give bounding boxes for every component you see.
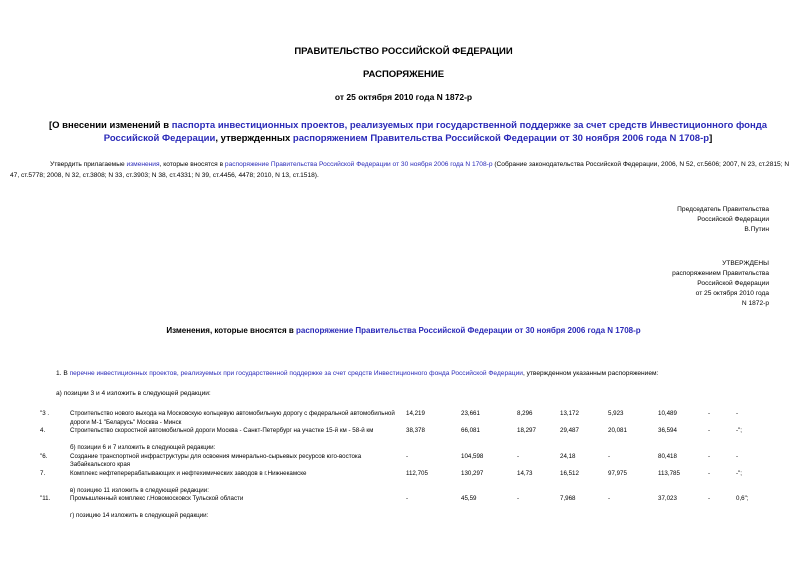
value-cell: - xyxy=(736,452,739,460)
approval-line-5: N 1872-р xyxy=(741,300,769,307)
project-name: Строительство скоростной автомобильной дороги Москва - Санкт-Петербург на участке 15-й км - 58-й км xyxy=(70,427,374,434)
project-name: Создание транспортной инфраструктуры для освоения минерально-сырьевых ресурсов юго-востока Забайкальского края xyxy=(70,452,362,468)
row-number: "11. xyxy=(40,495,51,502)
value-cell: -"; xyxy=(736,469,742,477)
changes-heading-text: Изменения, которые вносятся в xyxy=(166,326,296,335)
value-cell: - xyxy=(608,452,611,460)
project-name: Промышленный комплекс г.Новомосковск Тульской области xyxy=(70,495,244,502)
row-number: "3 . xyxy=(40,410,50,417)
table-row xyxy=(40,453,764,470)
value-cell: 38,378 xyxy=(406,427,425,434)
item-a: а) позиции 3 и 4 изложить в следующей редакции: xyxy=(56,390,211,397)
document-title xyxy=(28,119,788,145)
subitem-label: б) позиции 6 и 7 изложить в следующей редакции: xyxy=(70,444,216,451)
table-row xyxy=(40,410,764,427)
title-mid: , утвержденных xyxy=(215,133,293,144)
value-cell: - xyxy=(608,495,611,502)
value-cell: - xyxy=(406,495,409,502)
project-name: Строительство нового выхода на Московскую кольцевую автомобильную дорогу с федеральной автомобильной дороги М-1 "Беларусь" Москва - Минск xyxy=(70,410,395,426)
intro-text-3: (Собрание законодательства Российской Федерации, 2006, N 52, ст.5606; 2007, N 23, ст.2815; N 47, ст.5778; 2008, N 32, ст.3808; N 33, ст.3903; N 38, ст.4331; N 39, ст.4456, 4478; 2010, N 13, ст.1518). xyxy=(10,161,790,179)
approval-line-4: от 25 октября 2010 года xyxy=(695,290,769,297)
table-row xyxy=(40,495,764,512)
value-cell: - xyxy=(708,469,711,477)
title-link-order[interactable]: распоряжением Правительства Российской Федерации от 30 ноября 2006 года N 1708-р xyxy=(292,133,710,144)
value-cell: 80,418 xyxy=(658,452,677,460)
subitem-row xyxy=(40,487,764,496)
signature-line-3: В.Путин xyxy=(744,226,769,233)
title-open: [О внесении изменений в xyxy=(48,120,172,131)
subitem-row xyxy=(40,444,764,453)
approval-line-1: УТВЕРЖДЕНЫ xyxy=(722,260,769,267)
item-1 xyxy=(56,369,807,380)
project-name: Комплекс нефтеперерабатывающих и нефтехимических заводов в г.Нижнекамске xyxy=(70,469,307,477)
value-cell: - xyxy=(708,410,711,417)
subitem-label: г) позицию 14 изложить в следующей редакции: xyxy=(70,512,209,519)
changes-heading-link[interactable]: распоряжение Правительства Российской Федерации от 30 ноября 2006 года N 1708-р xyxy=(296,326,641,335)
value-cell: 8,296 xyxy=(517,410,533,417)
row-number: "6. xyxy=(40,452,48,460)
value-cell: 14,73 xyxy=(517,469,533,477)
changes-heading xyxy=(0,326,807,335)
subitem-spacer xyxy=(40,444,70,453)
signature-line-2: Российской Федерации xyxy=(697,216,769,223)
row-number: 7. xyxy=(40,469,46,477)
value-cell: 45,59 xyxy=(461,495,477,502)
value-cell: 29,487 xyxy=(560,427,579,434)
approval-line-2: распоряжением Правительства xyxy=(672,270,769,277)
value-cell: 97,975 xyxy=(608,469,627,477)
value-cell: 10,489 xyxy=(658,410,677,417)
projects-table xyxy=(40,410,764,521)
value-cell: 7,968 xyxy=(560,495,576,502)
value-cell: 5,923 xyxy=(608,410,624,417)
signature-block xyxy=(677,205,769,235)
value-cell: - xyxy=(517,452,520,460)
item-1-text-1: 1. В xyxy=(56,370,70,377)
value-cell: 0,6"; xyxy=(736,495,749,502)
document-date: от 25 октября 2010 года N 1872-р xyxy=(334,92,473,102)
value-cell: 37,023 xyxy=(658,495,677,502)
intro-text-1: Утвердить прилагаемые xyxy=(50,161,127,168)
approval-line-3: Российской Федерации xyxy=(697,280,769,287)
value-cell: 16,512 xyxy=(560,469,579,477)
value-cell: -"; xyxy=(736,427,742,434)
value-cell: 66,081 xyxy=(461,427,480,434)
value-cell: - xyxy=(708,452,711,460)
value-cell: - xyxy=(736,410,739,417)
table-row xyxy=(40,470,764,487)
subitem-spacer xyxy=(40,512,70,521)
value-cell: 36,594 xyxy=(658,427,677,434)
value-cell: 130,297 xyxy=(461,469,484,477)
value-cell: 113,785 xyxy=(658,469,680,477)
value-cell: - xyxy=(708,495,711,502)
row-number: 4. xyxy=(40,427,46,434)
signature-line-1: Председатель Правительства xyxy=(677,206,769,213)
subitem-spacer xyxy=(40,487,70,496)
intro-link-changes[interactable]: изменения xyxy=(126,161,160,168)
government-heading: ПРАВИТЕЛЬСТВО РОССИЙСКОЙ ФЕДЕРАЦИИ xyxy=(294,46,513,57)
title-close: ] xyxy=(709,133,713,144)
value-cell: 13,172 xyxy=(560,410,579,417)
value-cell: - xyxy=(708,427,711,434)
intro-text-2: , которые вносятся в xyxy=(159,161,225,168)
value-cell: 24,18 xyxy=(560,452,576,460)
value-cell: 112,705 xyxy=(406,469,428,477)
value-cell: 14,219 xyxy=(406,410,425,417)
subitem-row xyxy=(40,512,764,521)
value-cell: 18,297 xyxy=(517,427,536,434)
title-link-passports[interactable]: паспорта инвестиционных проектов, реализуемых при государственной поддержке за счет средств Инвестиционного фонда Российской Федерации xyxy=(103,120,768,144)
table-row xyxy=(40,427,764,444)
value-cell: - xyxy=(406,452,409,460)
item-1-text-2: , утвержденном указанным распоряжением: xyxy=(522,370,659,377)
value-cell: 104,598 xyxy=(461,452,484,460)
intro-paragraph xyxy=(10,160,795,181)
value-cell: - xyxy=(517,495,520,502)
value-cell: 23,661 xyxy=(461,410,480,417)
intro-link-order[interactable]: распоряжение Правительства Российской Федерации от 30 ноября 2006 года N 1708-р xyxy=(224,161,493,168)
document-type: РАСПОРЯЖЕНИЕ xyxy=(362,69,445,80)
subitem-label: в) позицию 11 изложить в следующей редакции: xyxy=(70,486,209,494)
approval-block xyxy=(672,259,769,309)
value-cell: 20,081 xyxy=(608,427,627,434)
item-1-link[interactable]: перечне инвестиционных проектов, реализуемых при государственной поддержке за счет средств Инвестиционного фонда Российской Федерации xyxy=(69,370,523,377)
